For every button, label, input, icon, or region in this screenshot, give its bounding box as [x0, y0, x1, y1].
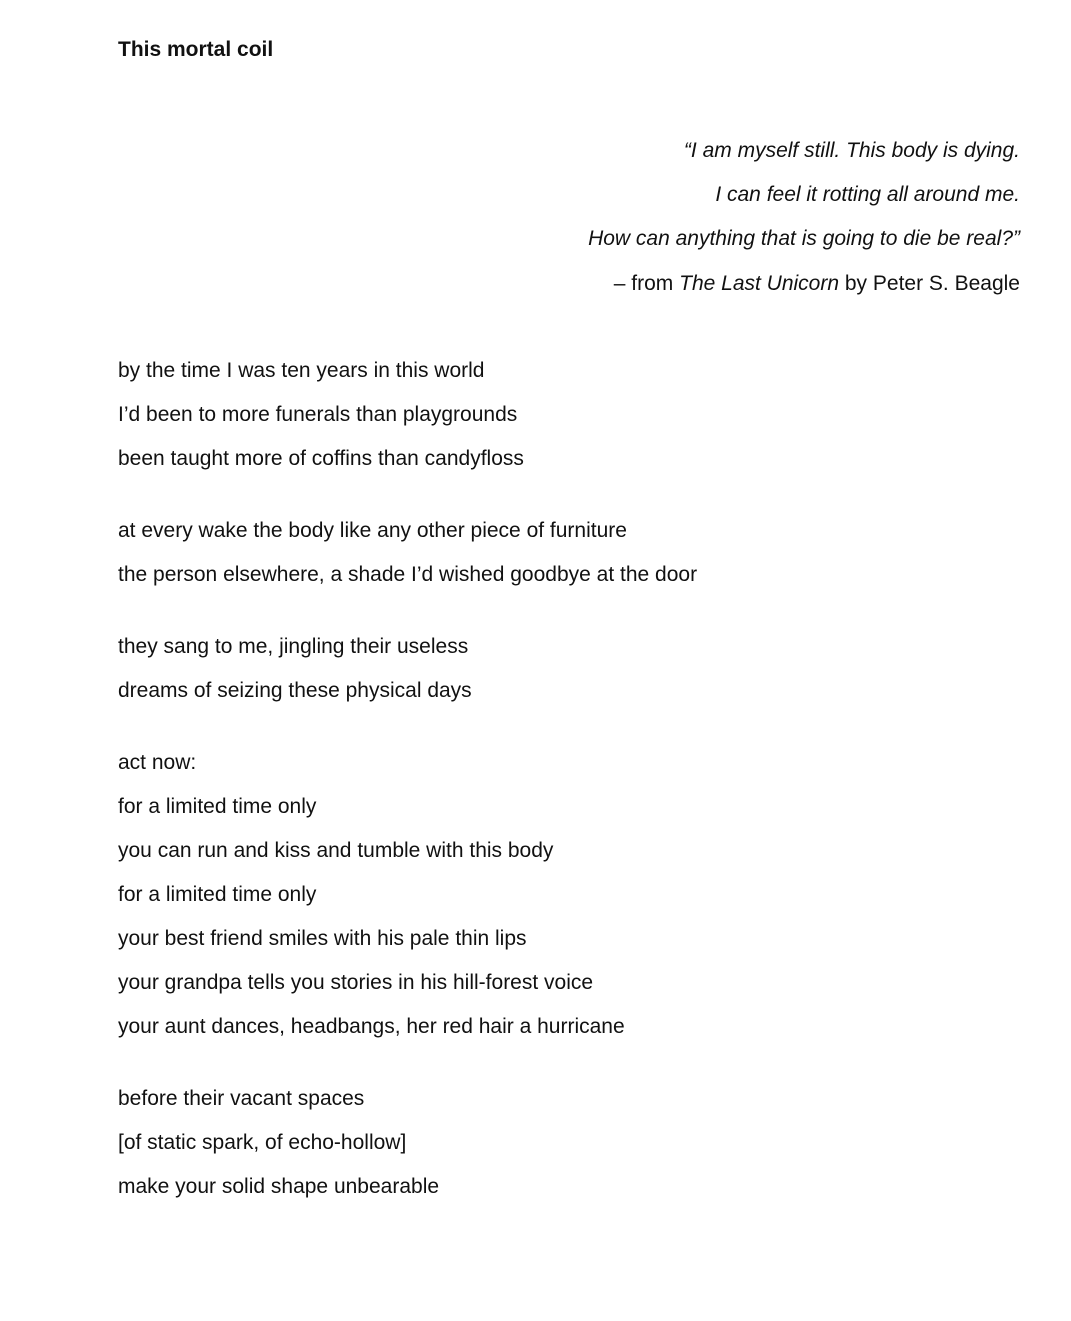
- stanza: [118, 516, 697, 589]
- epigraph-attribution: [588, 269, 1020, 298]
- stanza: [118, 356, 697, 473]
- epigraph-line: How can anything that is going to die be real?”: [588, 227, 1020, 250]
- attribution-author: by Peter S. Beagle: [839, 272, 1020, 295]
- poem-body: [118, 356, 697, 1244]
- poem-title: This mortal coil: [118, 38, 274, 61]
- poem-line: they sang to me, jingling their useless: [118, 635, 469, 658]
- epigraph-line: I can feel it rotting all around me.: [715, 183, 1020, 206]
- poem-line: I’d been to more funerals than playgrounds: [118, 403, 518, 426]
- poem-line: for a limited time only: [118, 883, 317, 906]
- poem-line: before their vacant spaces: [118, 1087, 365, 1110]
- epigraph: [588, 136, 1020, 298]
- poem-line: make your solid shape unbearable: [118, 1175, 440, 1198]
- stanza: [118, 632, 697, 705]
- stanza: [118, 748, 697, 1041]
- poem-line: [of static spark, of echo-hollow]: [118, 1131, 407, 1154]
- attribution-book-title: The Last Unicorn: [679, 272, 840, 295]
- poem-line: your aunt dances, headbangs, her red hair a hurricane: [118, 1015, 625, 1038]
- poem-line: for a limited time only: [118, 795, 317, 818]
- poem-line: your grandpa tells you stories in his hill-forest voice: [118, 971, 594, 994]
- attribution-prefix: – from: [613, 272, 680, 295]
- poem-line: you can run and kiss and tumble with this body: [118, 839, 554, 862]
- poem-line: at every wake the body like any other piece of furniture: [118, 519, 627, 542]
- poem-line: the person elsewhere, a shade I’d wished goodbye at the door: [118, 563, 698, 586]
- epigraph-line: “I am myself still. This body is dying.: [683, 139, 1020, 162]
- poem-line: by the time I was ten years in this world: [118, 359, 485, 382]
- poem-line: your best friend smiles with his pale thin lips: [118, 927, 527, 950]
- poem-line: been taught more of coffins than candyfloss: [118, 447, 524, 470]
- poem-line: act now:: [118, 751, 197, 774]
- poem-line: dreams of seizing these physical days: [118, 679, 472, 702]
- stanza: [118, 1084, 697, 1201]
